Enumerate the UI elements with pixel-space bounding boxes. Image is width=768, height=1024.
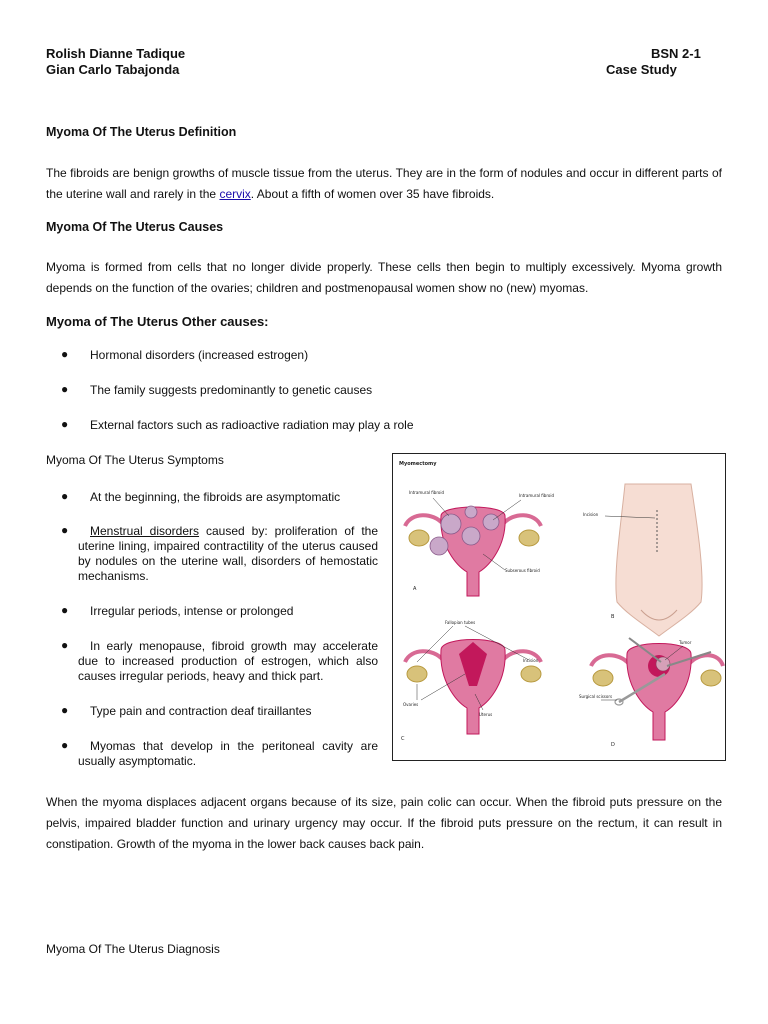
bullet-icon: ●	[61, 347, 69, 361]
bullet-icon: ●	[61, 738, 69, 752]
definition-text-1: The fibroids are benign growths of muscle tissue from the uterus. They are in the form of nodules and occur in different parts of the uterine wall and rarely in the	[46, 166, 722, 201]
myomectomy-illustration	[393, 454, 725, 760]
label-ovaries: Ovaries	[403, 702, 419, 707]
label-subserosa: Subserous fibroid	[505, 568, 540, 573]
list-item: ● Hormonal disorders (increased estrogen)	[61, 347, 309, 362]
bullet-icon: ●	[61, 523, 69, 537]
bullet-icon: ●	[61, 489, 69, 503]
panel-c-uterus	[401, 620, 541, 742]
label-tumor: Tumor	[679, 640, 692, 645]
panel-a-uterus	[405, 490, 554, 596]
symptoms-heading: Myoma Of The Uterus Symptoms	[46, 453, 224, 467]
document-type: Case Study	[606, 62, 677, 77]
bullet-icon: ●	[61, 638, 69, 652]
panel-b-abdomen	[583, 484, 702, 636]
myomectomy-figure	[392, 453, 726, 761]
list-item: ● Menstrual disorders caused by: proliferation of the uterine lining, impaired contractility of the uterus caused by nodules on the uterine wall, disorders of hemostatic mechanisms.	[61, 523, 379, 583]
pressure-paragraph: When the myoma displaces adjacent organs because of its size, pain colic can occur. When the fibroid puts pressure on the pelvis, impaired bladder function and urinary urgency may occur. If the fibroid puts pressure on the rectum, it can result in constipation. Growth of the myoma in the lower back causes back pain.	[46, 795, 722, 851]
list-item: ● Type pain and contraction deaf tiraillantes	[61, 703, 312, 718]
label-uterus: Uterus	[479, 712, 493, 717]
diagnosis-heading: Myoma Of The Uterus Diagnosis	[46, 942, 220, 956]
definition-paragraph	[46, 163, 722, 205]
cervix-link[interactable]: cervix	[219, 187, 251, 201]
section-label: BSN 2-1	[651, 46, 701, 61]
panel-letter-a: A	[413, 586, 417, 592]
bullet-icon: ●	[61, 703, 69, 717]
author-2: Gian Carlo Tabajonda	[46, 62, 180, 77]
panel-letter-c: C	[401, 736, 405, 742]
label-incision: Incision	[583, 512, 599, 517]
bullet-icon: ●	[61, 382, 69, 396]
label-incision-c: Incision	[523, 658, 539, 663]
panel-letter-d: D	[611, 742, 615, 748]
list-item: ● At the beginning, the fibroids are asymptomatic	[61, 489, 341, 504]
list-item: ● Myomas that develop in the peritoneal cavity are usually asymptomatic.	[61, 738, 378, 768]
panel-d-uterus	[579, 638, 723, 748]
causes-heading: Myoma Of The Uterus Causes	[46, 220, 224, 234]
panel-letter-b: B	[611, 614, 615, 620]
label-surgical: Surgical scissors	[579, 694, 613, 699]
figure-title: Myomectomy	[399, 461, 437, 467]
definition-text-2: . About a fifth of women over 35 have fibroids.	[250, 187, 495, 201]
label-fallopian: Fallopian tubes	[445, 620, 476, 625]
list-item: ● External factors such as radioactive radiation may play a role	[61, 417, 414, 432]
causes-paragraph: Myoma is formed from cells that no longer divide properly. These cells then begin to multiply excessively. Myoma growth depends on the function of the ovaries; children and postmenopausal women show no (new) myomas.	[46, 260, 722, 295]
label-intramural-left: Intramural fibroid	[409, 490, 445, 495]
label-intramural-right: Intramural fibroid	[519, 493, 555, 498]
bullet-icon: ●	[61, 417, 69, 431]
list-item: ● Irregular periods, intense or prolonged	[61, 603, 294, 618]
list-item: ● In early menopause, fibroid growth may accelerate due to increased production of estrogen, which also causes irregular periods, heavy and thick part.	[61, 638, 378, 683]
author-1: Rolish Dianne Tadique	[46, 46, 186, 61]
definition-heading: Myoma Of The Uterus Definition	[46, 125, 237, 139]
list-item: ● The family suggests predominantly to genetic causes	[61, 382, 373, 397]
bullet-icon: ●	[61, 603, 69, 617]
other-causes-heading: Myoma of The Uterus Other causes:	[46, 314, 269, 329]
